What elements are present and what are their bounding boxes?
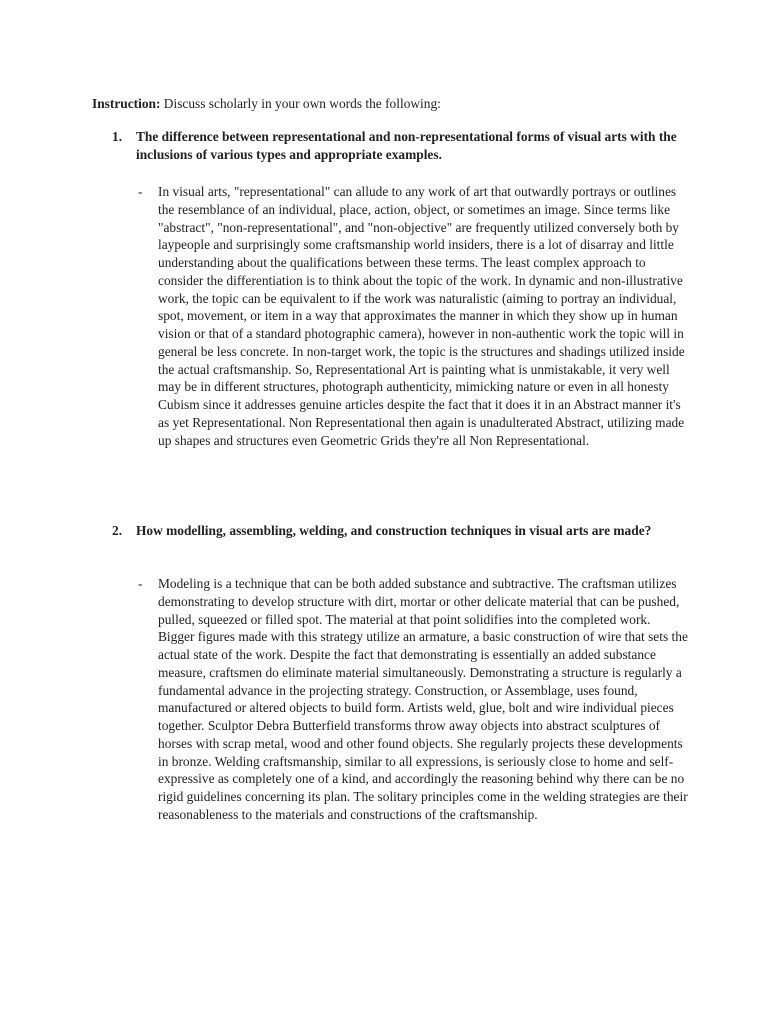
instruction-text: Discuss scholarly in your own words the following: [160,96,441,111]
answer-text: In visual arts, "representational" can allude to any work of art that outwardly portrays or outlines the resemblance of an individual, place, action, object, or sometimes an image. Since terms like "abstract", "non-representational", and "non-objective" are frequently utilized conversely both by laypeople and surprisingly some craftsmanship world insiders, there is a lot of disarray and little understanding about the qualifications between these terms. The least complex approach to consider the differentiation is to think about the topic of the work. In dynamic and non-illustrative work, the topic can be equivalent to if the work was naturalistic (aiming to portray an individual, spot, movement, or item in a way that approximates the manner in which they show up in human vision or that of a standard photographic camera), however in non-authentic work the topic will in general be less concrete. In non-target work, the topic is the structures and shadings utilized inside the actual craftsmanship. So, Representational Art is painting what is unmistakable, it very well may be in different structures, photograph authenticity, mimicking nature or even in all honesty Cubism since it addresses genuine articles despite the fact that it does it in an Abstract manner it's as yet Representational. Non Representational then again is unadulterated Abstract, utilizing made up shapes and structures even Geometric Grids they're all Non Representational. [158,184,685,448]
answer-text: Modeling is a technique that can be both added substance and subtractive. The craftsman utilizes demonstrating to develop structure with dirt, mortar or other delicate material that can be pushed, pulled, squeezed or filled spot. The material at that point solidifies into the completed work. Bigger figures made with this strategy utilize an armature, a basic construction of wire that sets the actual state of the work. Despite the fact that demonstrating is essentially an added substance measure, craftsmen do eliminate material simultaneously. Demonstrating a structure is regularly a fundamental advance in the projecting strategy. Construction, or Assemblage, uses found, manufactured or altered objects to build form. Artists weld, glue, bolt and wire individual pieces together. Sculptor Debra Butterfield transforms throw away objects into abstract sculptures of horses with scrap metal, wood and other found objects. She regularly projects these developments in bronze. Welding craftsmanship, similar to all expressions, is seriously close to home and self-expressive as completely one of a kind, and accordingly the reasoning behind why there can be no rigid guidelines concerning its plan. The solitary principles come in the welding strategies are their reasonableness to the materials and constructions of the craftsmanship. [158,576,688,822]
instruction-label: Instruction: [92,96,161,111]
question-text: How modelling, assembling, welding, and construction techniques in visual arts are made? [136,523,652,538]
question-number: 2. [112,523,123,538]
answer-1 [138,183,690,449]
instruction-line [92,95,712,112]
bullet-dash: - [138,184,143,199]
question-number: 1. [112,129,123,144]
answer-2 [138,575,690,824]
question-1 [112,128,692,163]
bullet-dash: - [138,576,143,591]
question-2 [112,522,692,540]
question-text: The difference between representational and non-representational forms of visual arts with the inclusions of various types and appropriate examples. [136,129,677,162]
